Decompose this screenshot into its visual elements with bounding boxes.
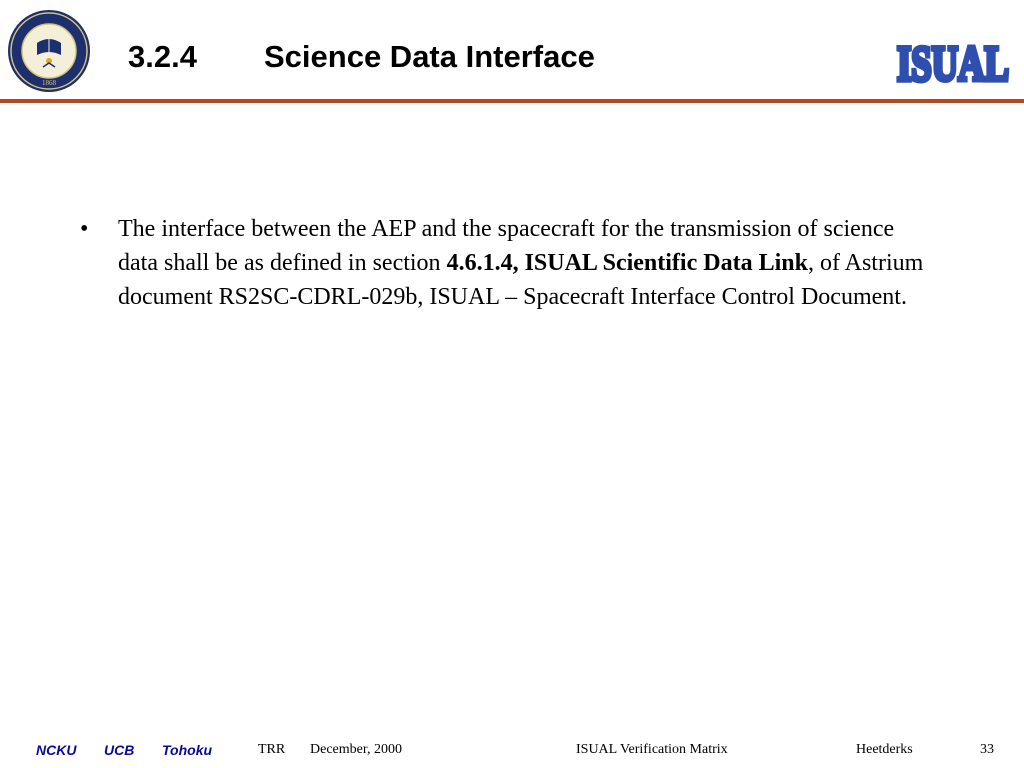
seal-year-text: 1868 (42, 79, 56, 87)
footer-org-ncku: NCKU (36, 742, 77, 758)
bullet-list (80, 212, 940, 314)
isual-logo-text: ISUAL (897, 35, 1009, 88)
bullet-text-start: The interface between the AEP and the spacecraft for the transmission of science data shall be as defined in section (118, 216, 895, 276)
footer-org-ucb: UCB (104, 742, 135, 758)
header-divider (0, 99, 1024, 103)
footer-page-number: 33 (980, 742, 994, 757)
bullet-text-reference: 4.6.1.4, ISUAL Scientific Data Link (446, 250, 808, 276)
isual-logo (888, 24, 1016, 88)
isual-logo-outline: ISUAL (897, 35, 1009, 88)
footer-author: Heetderks (856, 742, 913, 757)
footer-doc-title: ISUAL Verification Matrix (576, 742, 728, 757)
slide-footer (0, 738, 1024, 762)
section-title: Science Data Interface (264, 39, 595, 74)
footer-date: December, 2000 (310, 742, 402, 757)
page-title (128, 38, 595, 76)
section-number: 3.2.4 (128, 39, 197, 74)
bullet-text-end: , of Astrium document RS2SC-CDRL-029b, ISUAL – Spacecraft Interface Control Document. (118, 250, 924, 310)
footer-org-tohoku: Tohoku (162, 742, 213, 758)
university-seal-logo (7, 9, 91, 93)
bullet-marker: • (80, 216, 89, 242)
footer-review: TRR (258, 742, 286, 757)
bullet-item (80, 212, 940, 314)
